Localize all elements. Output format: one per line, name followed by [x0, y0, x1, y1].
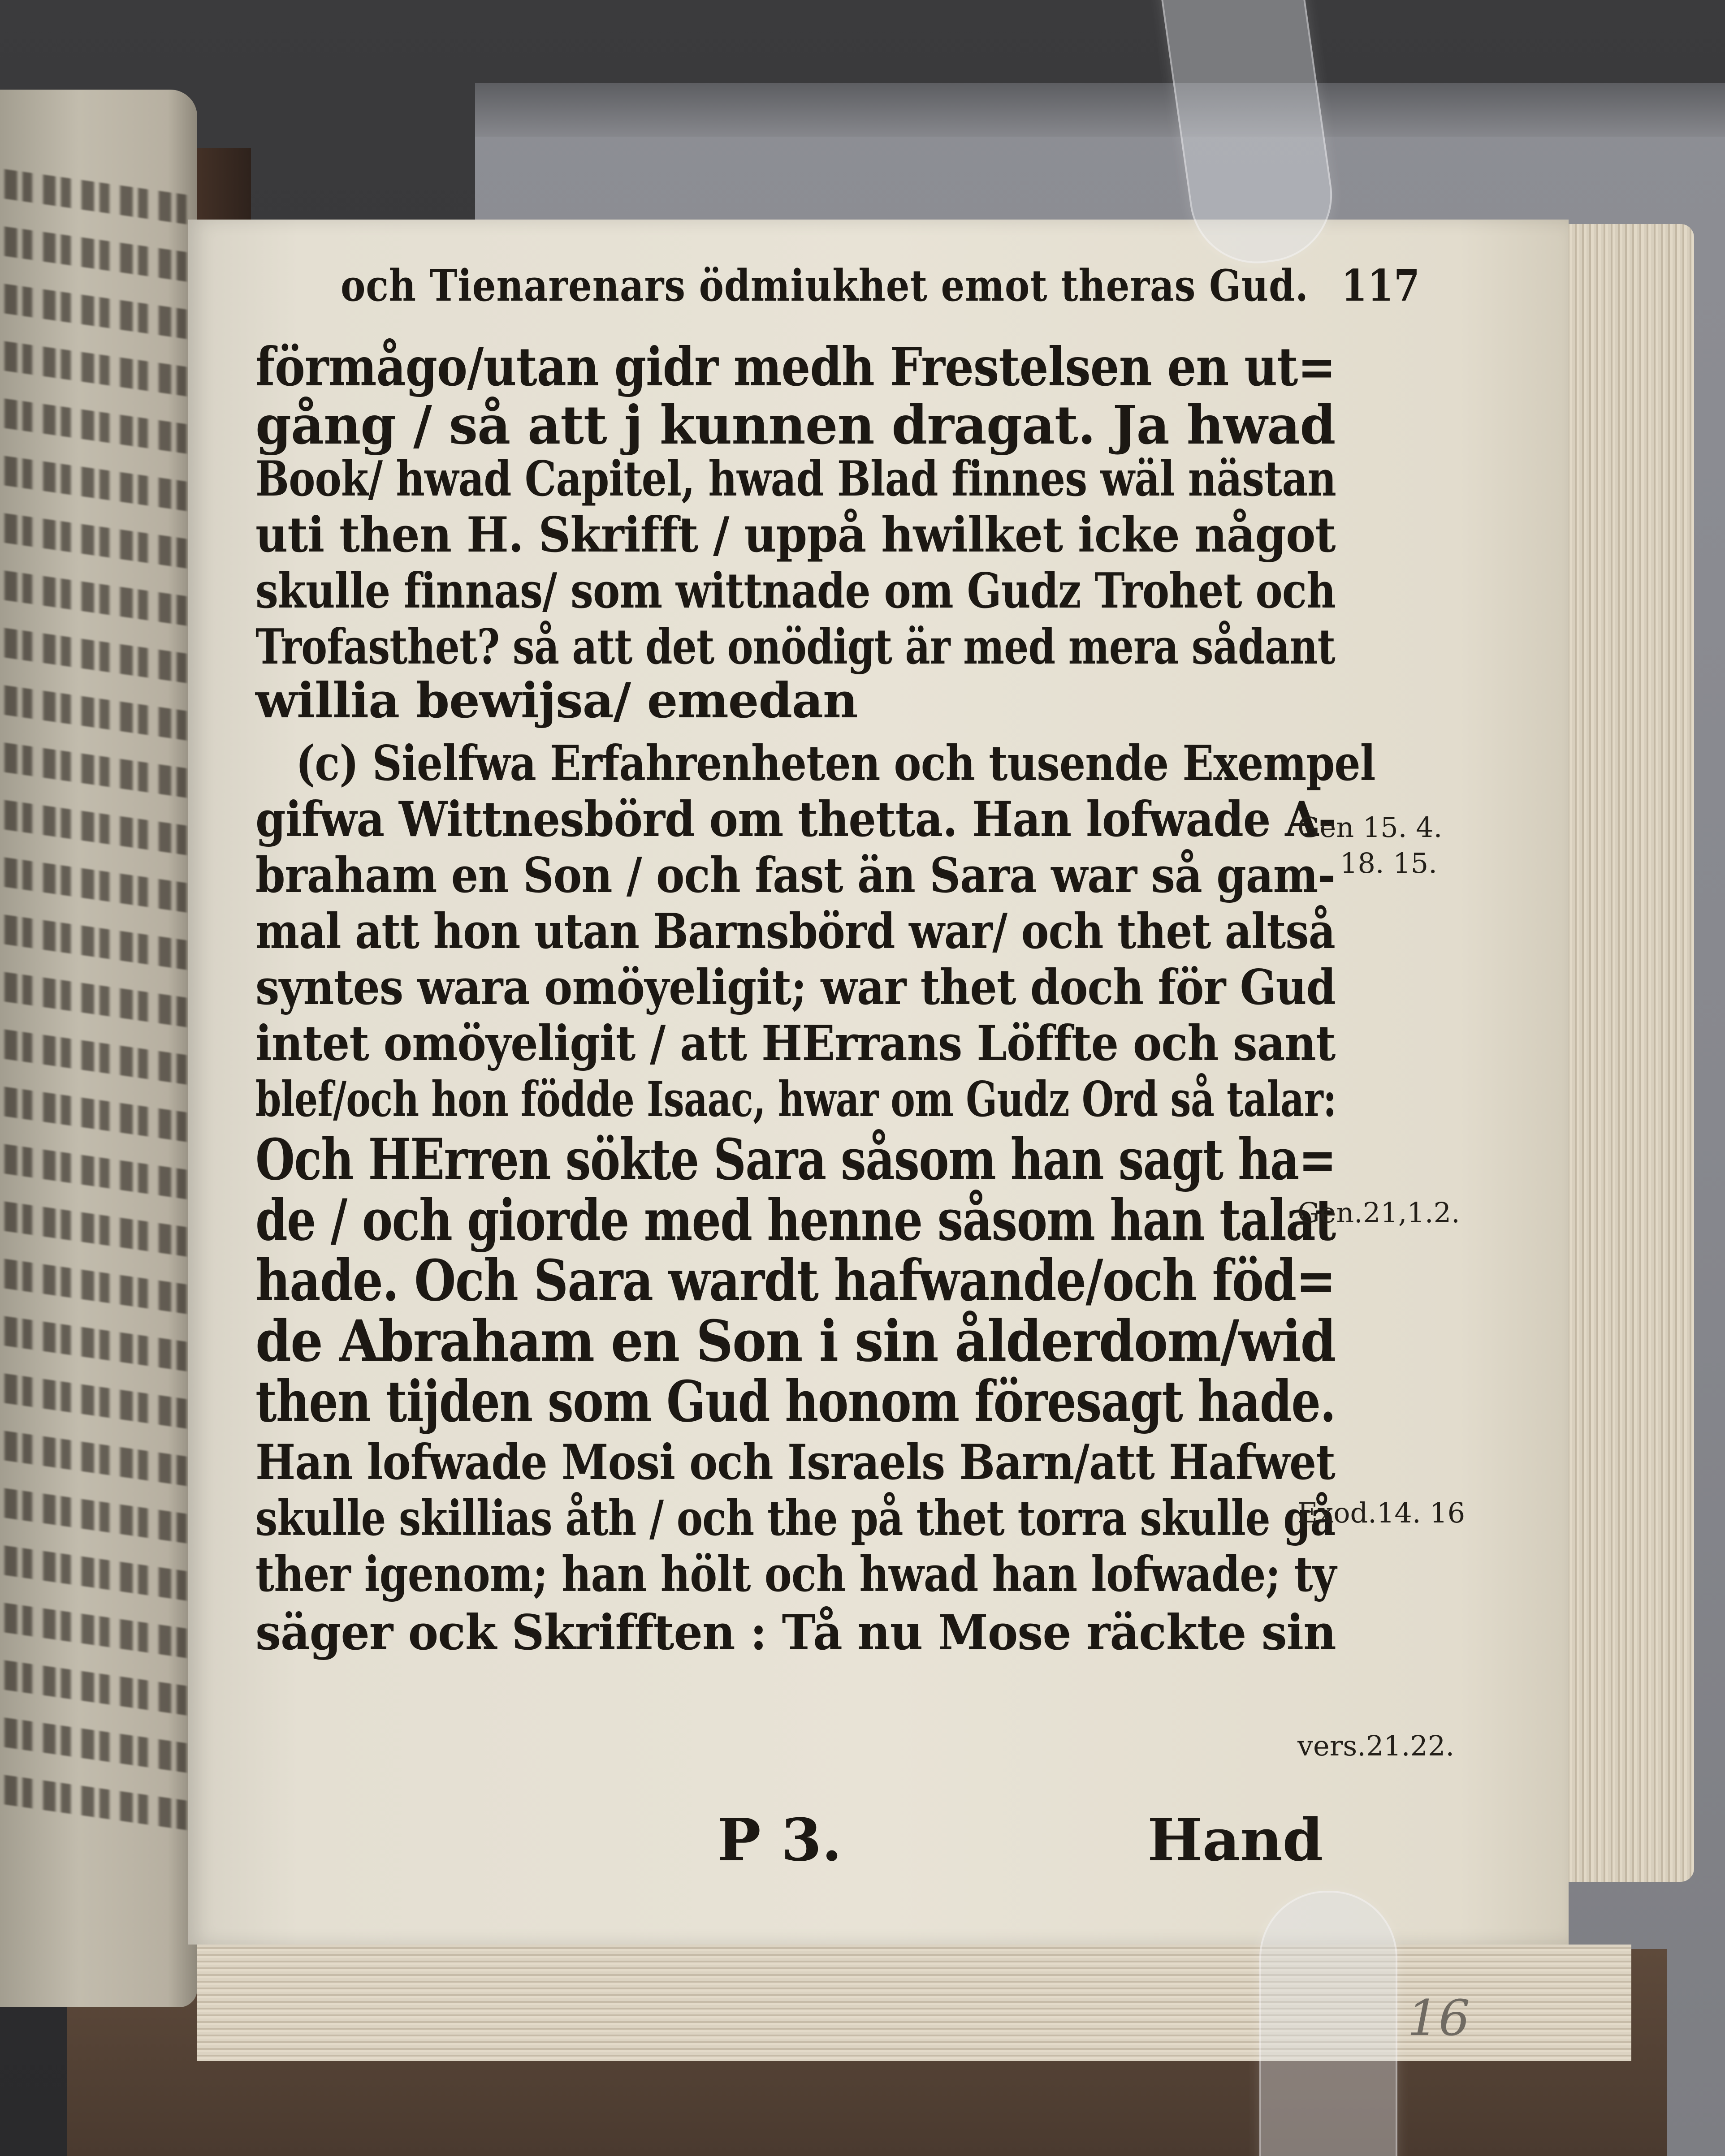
text-line-18: de Abraham en Son i sin ålderdom/wid [255, 1308, 1336, 1374]
text-line-23: säger ock Skrifften : Tå nu Mose räckte sin [255, 1604, 1336, 1661]
page-number: 117 [1341, 260, 1420, 311]
signature-mark: P 3. [717, 1806, 842, 1874]
text-line-6: Trofasthet? så att det onödigt är med mera sådant [255, 619, 1335, 675]
left-page-blurred-text [4, 170, 193, 1918]
plastic-clip-bottom [1259, 1891, 1397, 2156]
text-line-22: ther igenom; han hölt och hwad han lofwade; ty [255, 1546, 1336, 1603]
text-line-7: willia bewijsa/ emedan [255, 673, 858, 729]
pencil-note: 16 [1407, 1989, 1470, 2047]
text-line-8: (c) Sielfwa Erfahrenheten och tusende Exempel [296, 735, 1375, 792]
margin-note-18-15: 18. 15. [1340, 847, 1437, 880]
text-line-10: braham en Son / och fast än Sara war så gam- [255, 847, 1336, 904]
text-line-2: gång / så att j kunnen dragat. Ja hwad [255, 394, 1336, 456]
text-line-9: gifwa Wittnesbörd om thetta. Han lofwade A- [255, 791, 1336, 848]
support-board-edge [475, 83, 1725, 137]
text-line-4: uti then H. Skrifft / uppå hwilket icke något [255, 507, 1336, 563]
text-line-19: then tijden som Gud honom föresagt hade. [255, 1368, 1336, 1435]
left-page [0, 90, 197, 2007]
text-line-15: Och HErren sökte Sara såsom han sagt ha= [255, 1126, 1336, 1193]
text-line-13: intet omöyeligit / att HErrans Löffte och sant [255, 1015, 1336, 1072]
text-line-11: mal att hon utan Barnsbörd war/ och thet altså [255, 903, 1335, 960]
text-line-17: hade. Och Sara wardt hafwande/och föd= [255, 1247, 1336, 1314]
text-line-1: förmågo/utan gidr medh Frestelsen en ut= [255, 336, 1336, 398]
margin-note-gen-15: Gen 15. 4. [1297, 811, 1443, 844]
text-line-14: blef/och hon födde Isaac, hwar om Gudz Ord så talar: [255, 1071, 1336, 1128]
text-line-21: skulle skillias åth / och the på thet torra skulle gå [255, 1490, 1336, 1547]
margin-note-gen-21: Gen.21,1.2. [1297, 1196, 1460, 1229]
margin-note-vers-21: vers.21.22. [1297, 1729, 1455, 1762]
text-line-3: Book/ hwad Capitel, hwad Blad finnes wäl nästan [255, 451, 1336, 507]
text-line-20: Han lofwade Mosi och Israels Barn/att Hafwet [255, 1434, 1336, 1491]
catchword: Hand [1147, 1806, 1323, 1874]
text-line-16: de / och giorde med henne såsom han talat [255, 1187, 1336, 1253]
margin-note-exod-14: Exod.14. 16 [1297, 1496, 1466, 1529]
running-head [341, 260, 1420, 311]
text-line-5: skulle finnas/ som wittnade om Gudz Trohet och [255, 563, 1336, 619]
running-head-text: och Tienarenars ödmiukhet emot theras Gud. [341, 260, 1309, 311]
text-line-12: syntes wara omöyeligit; war thet doch för Gud [255, 959, 1336, 1016]
